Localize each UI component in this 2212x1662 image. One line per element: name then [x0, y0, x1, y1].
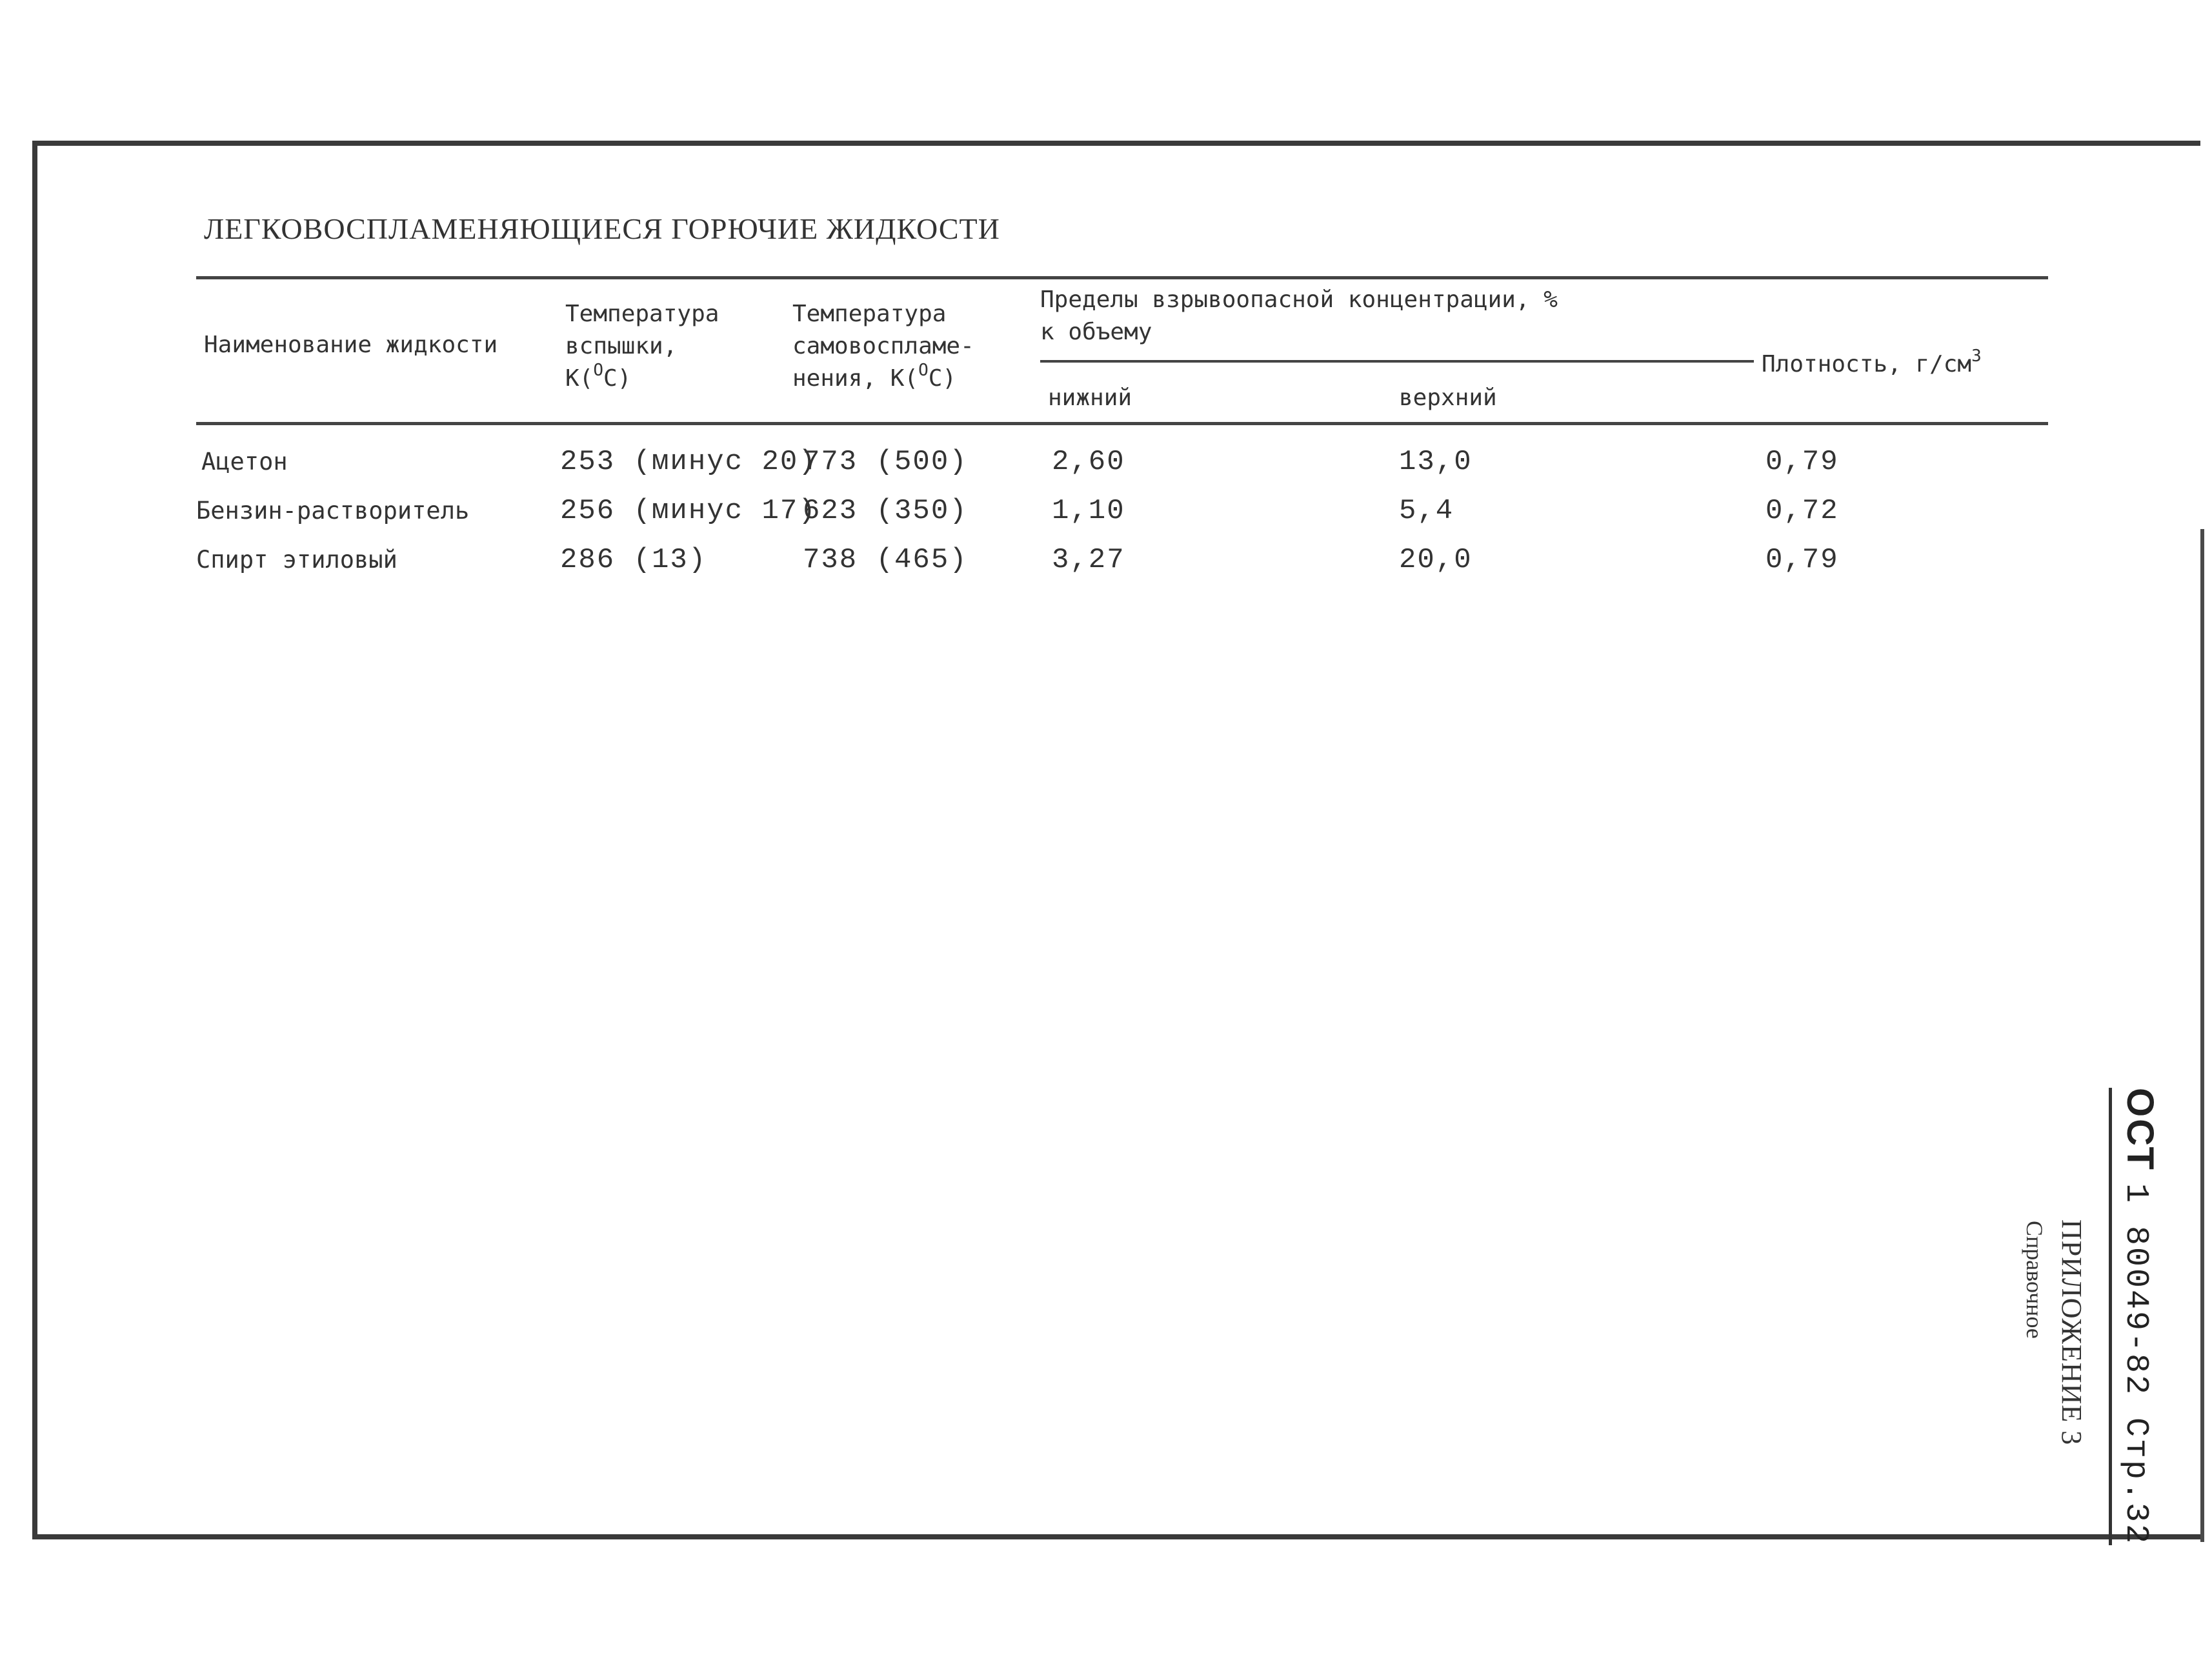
row-1-name: Ацетон [201, 448, 288, 476]
limits-subheader-rule [1040, 360, 1754, 363]
row-2-flash: 256 (минус 17) [560, 495, 817, 527]
row-1-density: 0,79 [1765, 446, 1839, 478]
appendix-label: ПРИЛОЖЕНИЕ 3 [2056, 1219, 2087, 1446]
header-autoignition-temp: Температура самовоспламе- нения, К($^О$С) [792, 301, 974, 392]
reference-label: Справочное [2022, 1221, 2047, 1339]
row-2-density: 0,72 [1765, 495, 1839, 527]
row-1-upper: 13,0 [1399, 446, 1473, 478]
standard-code: 1 80049-82 Стр.32 [2117, 1183, 2154, 1546]
header-flash-temp: Температура вспышки, К($^О$С) [565, 301, 719, 392]
row-3-name: Спирт этиловый [196, 546, 397, 574]
table-header-bottom-rule [196, 422, 2048, 425]
standard-code-stamp [2109, 1088, 2162, 1545]
row-1-lower: 2,60 [1052, 446, 1125, 478]
header-lower-limit: нижний [1048, 385, 1132, 411]
row-2-lower: 1,10 [1052, 495, 1125, 527]
row-3-density: 0,79 [1765, 544, 1839, 576]
row-1-autoignition: 773 (500) [803, 446, 968, 478]
row-2-upper: 5,4 [1399, 495, 1454, 527]
row-3-lower: 3,27 [1052, 544, 1125, 576]
ost-mark: ОСТ [2119, 1088, 2161, 1172]
header-explosive-limits: Пределы взрывоопасной концентрации, % к объему [1040, 286, 1558, 345]
row-1-flash: 253 (минус 20) [560, 446, 817, 478]
header-density: Плотность, $г/см^3$ [1762, 346, 1982, 377]
row-3-flash: 286 (13) [560, 544, 707, 576]
row-2-name: Бензин-растворитель [196, 497, 470, 525]
page-frame-right-edge [2200, 529, 2204, 1542]
row-2-autoignition: 623 (350) [803, 495, 968, 527]
row-3-autoignition: 738 (465) [803, 544, 968, 576]
header-name: Наименование жидкости [204, 332, 498, 358]
table-title: ЛЕГКОВОСПЛАМЕНЯЮЩИЕСЯ ГОРЮЧИЕ ЖИДКОСТИ [204, 212, 1000, 245]
row-3-upper: 20,0 [1399, 544, 1473, 576]
header-upper-limit: верхний [1399, 385, 1497, 411]
table-top-rule [196, 276, 2048, 279]
